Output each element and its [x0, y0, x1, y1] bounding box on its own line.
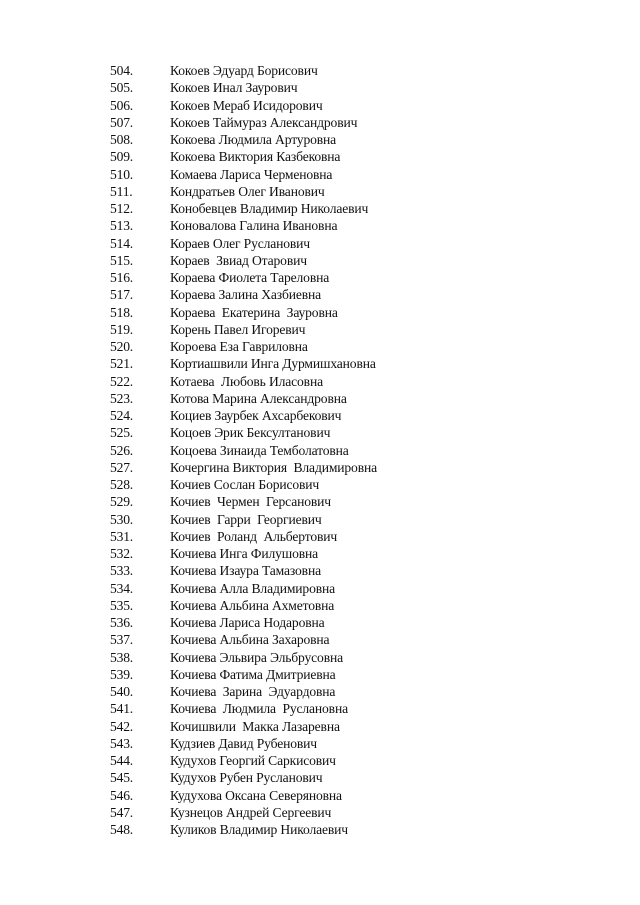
list-item [0, 304, 640, 321]
entry-full-name: Коцоев Эрик Бексултанович [170, 425, 331, 441]
entry-full-name: Кочиева Альбина Захаровна [170, 632, 330, 648]
entry-full-name: Комаева Лариса Черменовна [170, 166, 333, 182]
list-item [0, 787, 640, 804]
entry-number: 531. [110, 528, 133, 544]
list-item [0, 252, 640, 269]
list-item [0, 769, 640, 786]
entry-number: 530. [110, 511, 133, 527]
entry-full-name: Кораев Олег Русланович [170, 235, 310, 251]
list-item [0, 148, 640, 165]
list-item [0, 424, 640, 441]
list-item [0, 735, 640, 752]
entry-number: 527. [110, 459, 133, 475]
entry-full-name: Кочиева Изаура Тамазовна [170, 563, 321, 579]
entry-number: 507. [110, 114, 133, 130]
entry-number: 544. [110, 753, 133, 768]
entry-full-name: Кочиев Чермен Герсанович [170, 494, 331, 510]
list-item [0, 649, 640, 666]
entry-full-name: Куликов Владимир Николаевич [170, 822, 348, 837]
list-item [0, 338, 640, 355]
entry-full-name: Кокоева Людмила Артуровна [170, 132, 337, 147]
entry-number: 518. [110, 304, 133, 320]
entry-number: 522. [110, 373, 133, 389]
entry-number: 532. [110, 546, 133, 561]
entry-number: 543. [110, 735, 133, 751]
entry-number: 533. [110, 563, 133, 579]
entry-number: 513. [110, 218, 133, 234]
entry-number: 547. [110, 804, 133, 820]
list-item [0, 580, 640, 597]
entry-full-name: Кочиева Алла Владимировна [170, 580, 335, 596]
entry-full-name: Кочиев Роланд Альбертович [170, 528, 338, 544]
entry-full-name: Кочиева Альбина Ахметовна [170, 597, 335, 613]
entry-number: 535. [110, 597, 133, 613]
entry-number: 514. [110, 235, 133, 251]
entry-number: 523. [110, 390, 133, 406]
list-item [0, 700, 640, 717]
entry-number: 516. [110, 270, 133, 285]
list-item [0, 183, 640, 200]
list-item [0, 62, 640, 79]
list-item [0, 476, 640, 493]
entry-full-name: Кочиева Фатима Дмитриевна [170, 666, 336, 682]
list-item [0, 373, 640, 390]
entry-full-name: Кочишвили Макка Лазаревна [170, 718, 340, 734]
entry-number: 515. [110, 252, 133, 268]
entry-number: 525. [110, 425, 133, 441]
list-item [0, 493, 640, 510]
list-item [0, 97, 640, 114]
list-item [0, 79, 640, 96]
list-item [0, 683, 640, 700]
list-item [0, 217, 640, 234]
list-item [0, 545, 640, 562]
entry-number: 505. [110, 80, 133, 96]
entry-number: 534. [110, 580, 133, 596]
entry-number: 520. [110, 339, 133, 354]
entry-number: 539. [110, 666, 133, 682]
list-item [0, 235, 640, 252]
entry-full-name: Коциев Заурбек Ахсарбекович [170, 408, 342, 423]
entry-number: 541. [110, 701, 133, 717]
entry-full-name: Кочиева Людмила Руслановна [170, 701, 348, 717]
list-item [0, 200, 640, 217]
entry-number: 508. [110, 132, 133, 147]
list-item [0, 459, 640, 476]
entry-full-name: Кораева Екатерина Зауровна [170, 304, 338, 320]
list-item [0, 718, 640, 735]
entry-number: 511. [110, 183, 133, 199]
entry-full-name: Кокоев Инал Заурович [170, 80, 298, 96]
entry-number: 519. [110, 321, 133, 337]
list-item [0, 597, 640, 614]
entry-full-name: Конобевцев Владимир Николаевич [170, 201, 369, 216]
entry-full-name: Кузнецов Андрей Сергеевич [170, 804, 332, 820]
list-item [0, 390, 640, 407]
list-item [0, 442, 640, 459]
entry-full-name: Коцоева Зинаида Темболатовна [170, 442, 349, 458]
list-item [0, 355, 640, 372]
entry-number: 529. [110, 494, 133, 510]
entry-full-name: Кочиева Зарина Эдуардовна [170, 684, 336, 699]
entry-number: 509. [110, 149, 133, 165]
entry-full-name: Котова Марина Александровна [170, 390, 347, 406]
entry-number: 548. [110, 822, 133, 837]
list-item [0, 286, 640, 303]
list-item [0, 321, 640, 338]
entry-full-name: Кортиашвили Инга Дурмишхановна [170, 356, 376, 372]
list-item [0, 114, 640, 131]
entry-number: 528. [110, 477, 133, 492]
entry-full-name: Кудухов Рубен Русланович [170, 770, 323, 786]
entry-number: 526. [110, 442, 133, 458]
entry-full-name: Кондратьев Олег Иванович [170, 183, 325, 199]
entry-number: 537. [110, 632, 133, 648]
entry-number: 506. [110, 97, 133, 113]
entry-number: 512. [110, 201, 133, 216]
list-item [0, 614, 640, 631]
entry-number: 538. [110, 649, 133, 665]
list-item [0, 562, 640, 579]
list-item [0, 511, 640, 528]
entry-full-name: Кудухова Оксана Северяновна [170, 787, 342, 803]
entry-full-name: Кораева Фиолета Тареловна [170, 270, 330, 285]
entry-full-name: Корень Павел Игоревич [170, 321, 306, 337]
name-list [0, 62, 640, 838]
entry-number: 546. [110, 787, 133, 803]
list-item [0, 804, 640, 821]
list-item [0, 407, 640, 424]
entry-number: 542. [110, 718, 133, 734]
entry-full-name: Кочергина Виктория Владимировна [170, 459, 377, 475]
entry-number: 540. [110, 684, 133, 699]
entry-full-name: Кокоев Эдуард Борисович [170, 63, 318, 78]
list-item [0, 269, 640, 286]
list-item [0, 666, 640, 683]
entry-full-name: Кораева Залина Хазбиевна [170, 287, 322, 303]
list-item [0, 631, 640, 648]
list-item [0, 131, 640, 148]
entry-number: 504. [110, 63, 133, 78]
list-item [0, 752, 640, 769]
entry-number: 521. [110, 356, 133, 372]
entry-full-name: Коновалова Галина Ивановна [170, 218, 338, 234]
entry-number: 536. [110, 615, 133, 630]
entry-full-name: Кудзиев Давид Рубенович [170, 735, 317, 751]
entry-full-name: Кораев Звиад Отарович [170, 252, 307, 268]
entry-full-name: Кочиева Инга Филушовна [170, 546, 319, 561]
entry-full-name: Кочиев Сослан Борисович [170, 477, 320, 492]
entry-full-name: Кочиев Гарри Георгиевич [170, 511, 322, 527]
entry-full-name: Котаева Любовь Иласовна [170, 373, 323, 389]
entry-full-name: Кочиева Лариса Нодаровна [170, 615, 325, 630]
entry-number: 524. [110, 408, 133, 423]
entry-number: 545. [110, 770, 133, 786]
entry-full-name: Кокоева Виктория Казбековна [170, 149, 341, 165]
entry-full-name: Короева Еза Гавриловна [170, 339, 308, 354]
entry-full-name: Кочиева Эльвира Эльбрусовна [170, 649, 343, 665]
entry-number: 517. [110, 287, 133, 303]
list-item [0, 821, 640, 838]
list-item [0, 528, 640, 545]
entry-full-name: Кудухов Георгий Саркисович [170, 753, 336, 768]
entry-number: 510. [110, 166, 133, 182]
entry-full-name: Кокоев Таймураз Александрович [170, 114, 358, 130]
list-item [0, 166, 640, 183]
entry-full-name: Кокоев Мераб Исидорович [170, 97, 323, 113]
